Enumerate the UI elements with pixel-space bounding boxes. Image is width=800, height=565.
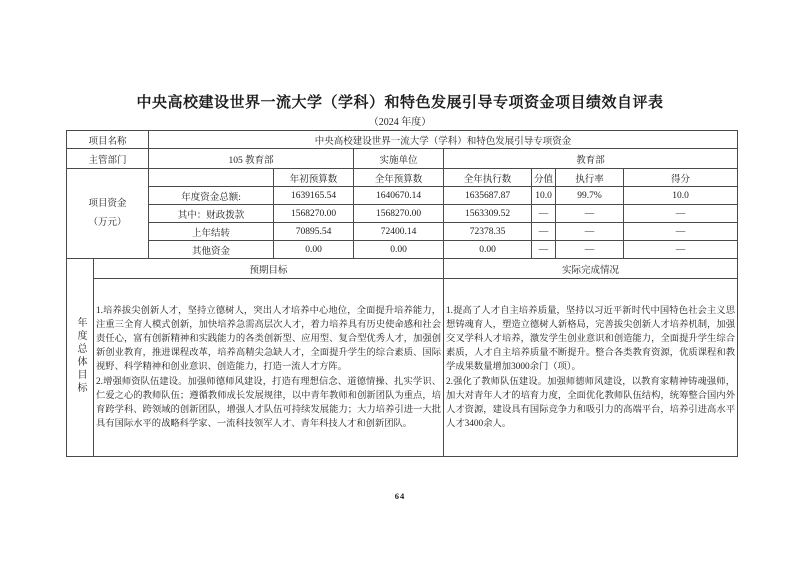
project-name-row — [67, 131, 738, 149]
funding-row-other-label: 其他资金 — [149, 241, 274, 259]
funding-cell: 99.7% — [556, 187, 624, 205]
funding-header-row — [67, 169, 738, 187]
funding-cell: — — [532, 205, 556, 223]
supervisor-label: 主管部门 — [67, 149, 149, 169]
funding-cell: 72400.14 — [354, 223, 444, 241]
funding-section-label — [67, 169, 149, 259]
funding-header-initial-budget: 年初预算数 — [274, 169, 354, 187]
project-name-label: 项目名称 — [67, 131, 149, 149]
expected-goal-item: 1.培养拔尖创新人才，坚持立德树人，突出人才培养中心地位，全面提升培养能力，注重三全育人模式创新，加快培养急需高层次人才，着力培养具有历史使命感和社会责任心，富有创新精神和实践能力的各类创新型、应用型、复合型优秀人才，加强创新创业教育，推进课程改革，培养高精尖急缺人才，全面提升学生的综合素质、国际视野、科学精神和创业意识、创造能力，打造一流人才方阵。 — [96, 305, 442, 373]
funding-header-score: 得分 — [624, 169, 738, 187]
funding-cell: 1568270.00 — [274, 205, 354, 223]
funding-header-annual-execution: 全年执行数 — [444, 169, 532, 187]
funding-cell: — — [556, 241, 624, 259]
goals-section-label: 年度总体目标 — [75, 317, 86, 395]
funding-cell: — — [624, 223, 738, 241]
page-number: 64 — [394, 491, 406, 501]
funding-cell: 1635687.87 — [444, 187, 532, 205]
funding-row-other — [67, 241, 738, 259]
implementer-label: 实施单位 — [354, 149, 444, 169]
expected-goals-cell — [94, 279, 444, 457]
actual-result-item: 2.强化了教师队伍建设。加强师德师风建设，以教育家精神铸魂强师，加大对青年人才的培育力度，全面优化教师队伍结构，统筹整合国内外人才资源，建设具有国际竞争力和吸引力的高端平台，培养引进高水平人才3400余人。 — [446, 376, 736, 429]
expected-goals-header: 预期目标 — [94, 259, 444, 279]
funding-cell: 1568270.00 — [354, 205, 444, 223]
funding-blank-header-cell — [149, 169, 274, 187]
goals-body-row — [67, 279, 738, 457]
funding-cell: 0.00 — [274, 241, 354, 259]
actual-result-item: 1.提高了人才自主培养质量，坚持以习近平新时代中国特色社会主义思想铸魂育人，塑造立德树人新格局，完善拔尖创新人才培养机制，加强交叉学科人才培养，激发学生创业意识和创造能力，全面提升学生综合素质，人才自主培养质量不断提升。整合各类教育资源，优质课程和教学成果数量增加3000余门（项）。 — [446, 305, 736, 373]
funding-row-total — [67, 187, 738, 205]
department-row — [67, 149, 738, 169]
funding-cell: — — [556, 223, 624, 241]
funding-section-label-line2: （万元） — [88, 217, 127, 228]
funding-row-carryover-label: 上年结转 — [149, 223, 274, 241]
funding-cell: 0.00 — [354, 241, 444, 259]
funding-header-execution-rate: 执行率 — [556, 169, 624, 187]
funding-cell: 0.00 — [444, 241, 532, 259]
funding-cell: 1563309.52 — [444, 205, 532, 223]
funding-cell: — — [532, 223, 556, 241]
page-title: 中央高校建设世界一流大学（学科）和特色发展引导专项资金项目绩效自评表 — [136, 95, 664, 111]
funding-cell: — — [532, 241, 556, 259]
evaluation-table — [66, 130, 738, 457]
funding-header-annual-budget: 全年预算数 — [354, 169, 444, 187]
funding-cell: — — [624, 241, 738, 259]
supervisor-value: 105 教育部 — [149, 149, 354, 169]
funding-cell: 72378.35 — [444, 223, 532, 241]
funding-cell: — — [556, 205, 624, 223]
funding-cell: — — [624, 205, 738, 223]
funding-cell: 10.0 — [624, 187, 738, 205]
funding-row-appropriation-label: 其中：财政拨款 — [149, 205, 274, 223]
funding-cell: 70895.54 — [274, 223, 354, 241]
expected-goal-item: 2.增强师资队伍建设。加强师德师风建设，打造有理想信念、道德情操、扎实学识、仁爱之心的教师队伍；遵循教师成长发展规律，以中青年教师和创新团队为重点，培育跨学科、跨领域的创新团队，增强人才队伍可持续发展能力；大力培养引进一大批具有国际水平的战略科学家、一流科技领军人才、青年科技人才和创新团队。 — [96, 376, 442, 429]
project-name-value: 中央高校建设世界一流大学（学科）和特色发展引导专项资金 — [149, 131, 738, 149]
funding-row-carryover — [67, 223, 738, 241]
goals-section-label-cell — [67, 259, 94, 457]
goals-header-row — [67, 259, 738, 279]
funding-section-label-line1: 项目资金 — [88, 199, 127, 210]
actual-results-header: 实际完成情况 — [444, 259, 738, 279]
funding-header-score-weight: 分值 — [532, 169, 556, 187]
actual-results-cell — [444, 279, 738, 457]
funding-row-total-label: 年度资金总额: — [149, 187, 274, 205]
funding-cell: 10.0 — [532, 187, 556, 205]
implementer-value: 教育部 — [444, 149, 738, 169]
funding-cell: 1639165.54 — [274, 187, 354, 205]
funding-row-appropriation — [67, 205, 738, 223]
page-subtitle: （2024 年度） — [368, 117, 432, 128]
funding-cell: 1640670.14 — [354, 187, 444, 205]
